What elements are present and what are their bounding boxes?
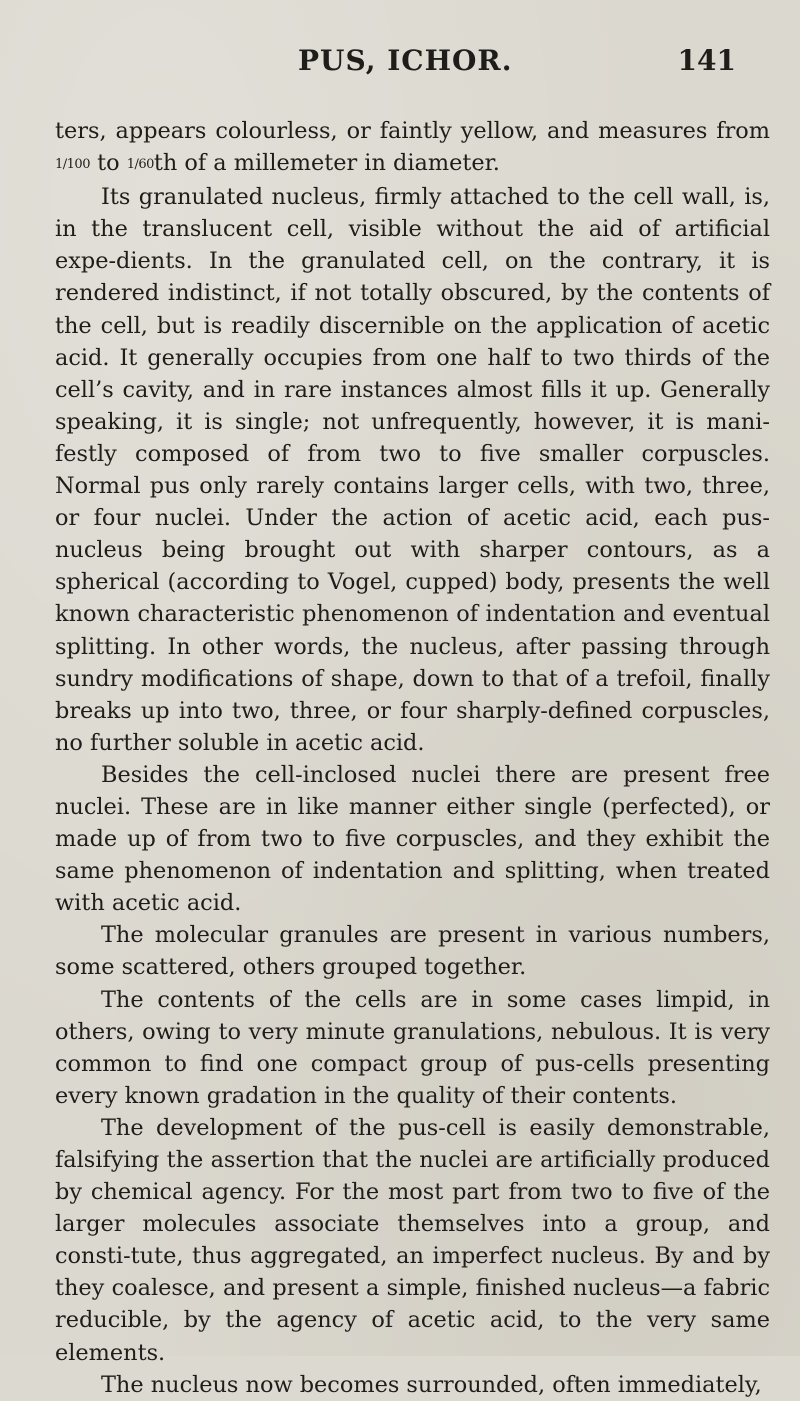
page-header	[228, 44, 736, 84]
paragraph: The development of the pus-cell is easily demonstrable, falsifying the assertion that the nuclei are artificially produced by chemical agency. For the most part from two to five of the larger molecules associate themselves into a group, and consti-tute, thus aggregated, an imperfect nucleus. By and by they coalesce, and present a simple, finished nucleus—a fabric reducible, by the agency of acetic acid, to the very same elements.	[55, 1114, 770, 1366]
paragraph: Its granulated nucleus, firmly attached to the cell wall, is, in the translucent cell, visible without the aid of artificial expe-dients. In the granulated cell, on the contrary, it is rendered indistinct, if not totally obscured, by the contents of the cell, but is readily discernible on the application of acetic acid. It generally occupies from one half to two thirds of the cell’s cavity, and in rare instances almost fills it up. Generally speaking, it is single; not unfrequently, however, it is mani-festly composed of from two to five smaller corpuscles. Normal pus only rarely contains larger cells, with two, three, or four nuclei. Under the action of acetic acid, each pus-nucleus being brought out with sharper contours, as a spherical (according to Vogel, cupped) body, presents the well known characteristic phenomenon of indentation and eventual splitting. In other words, the nucleus, after passing through sundry modifications of shape, down to that of a trefoil, finally breaks up into two, three, or four sharply-defined corpuscles, no further soluble in acetic acid.	[55, 184, 770, 756]
paragraph: Besides the cell-inclosed nuclei there are present free nuclei. These are in like manner either single (perfected), or made up of from two to five corpuscles, and they exhibit the same phenomenon of indentation and splitting, when treated with acetic acid.	[55, 761, 770, 917]
running-head: PUS, ICHOR.	[298, 44, 513, 77]
paragraph-continued	[55, 115, 770, 181]
fraction-one-hundredth: 1/100	[55, 157, 90, 173]
body-text	[55, 115, 770, 1401]
fraction-one-sixtieth: 1/60	[126, 157, 154, 173]
paragraph: The nucleus now becomes surrounded, often immediately,	[101, 1371, 762, 1398]
paragraph: The molecular granules are present in various numbers, some scattered, others grouped together.	[55, 922, 770, 981]
paragraph-text: ters, appears colourless, or faintly yellow, and measures from	[55, 118, 770, 144]
paragraph-text: to	[89, 150, 127, 177]
paragraph-text: th of a millemeter in diameter.	[153, 150, 500, 177]
page-number: 141	[677, 44, 736, 77]
paragraph: The contents of the cells are in some cases limpid, in others, owing to very minute granulations, nebulous. It is very common to find one compact group of pus-cells presenting every known gradation in the quality of their contents.	[55, 986, 770, 1109]
